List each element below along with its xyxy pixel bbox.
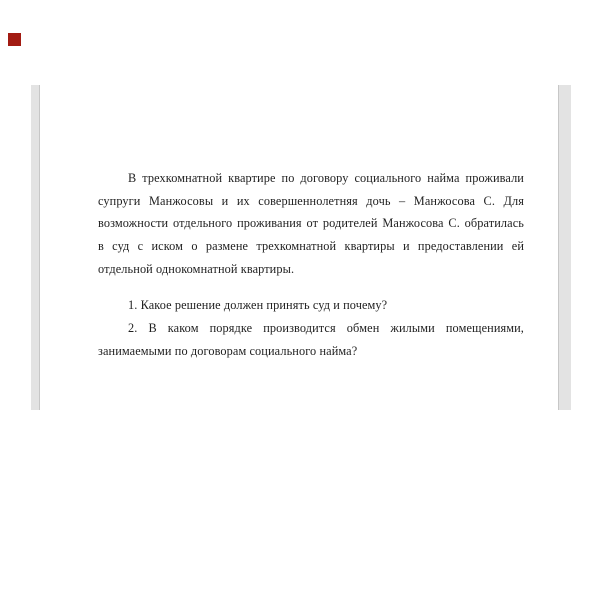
document-text (98, 167, 524, 363)
text-line: в суд с иском о размене трехкомнатной квартиры и предоставлении ей (98, 239, 524, 254)
page-edge-right (558, 85, 571, 410)
text-line: занимаемыми по договорам социального найма? (98, 343, 358, 358)
text-line: 2. В каком порядке производится обмен жилыми помещениями, (128, 321, 524, 336)
red-marker (8, 33, 21, 46)
text-line: возможности отдельного проживания от родителей Манжосова С. обратилась (98, 216, 524, 231)
text-line: супруги Манжосовы и их совершеннолетняя дочь – Манжосова С. Для (98, 193, 524, 208)
text-line: отдельной однокомнатной квартиры. (98, 261, 295, 276)
text-line: 1. Какое решение должен принять суд и почему? (128, 298, 388, 313)
page-edge-left (31, 85, 40, 410)
paragraph-spacer (98, 280, 524, 294)
text-line: В трехкомнатной квартире по договору социального найма проживали (128, 171, 524, 185)
